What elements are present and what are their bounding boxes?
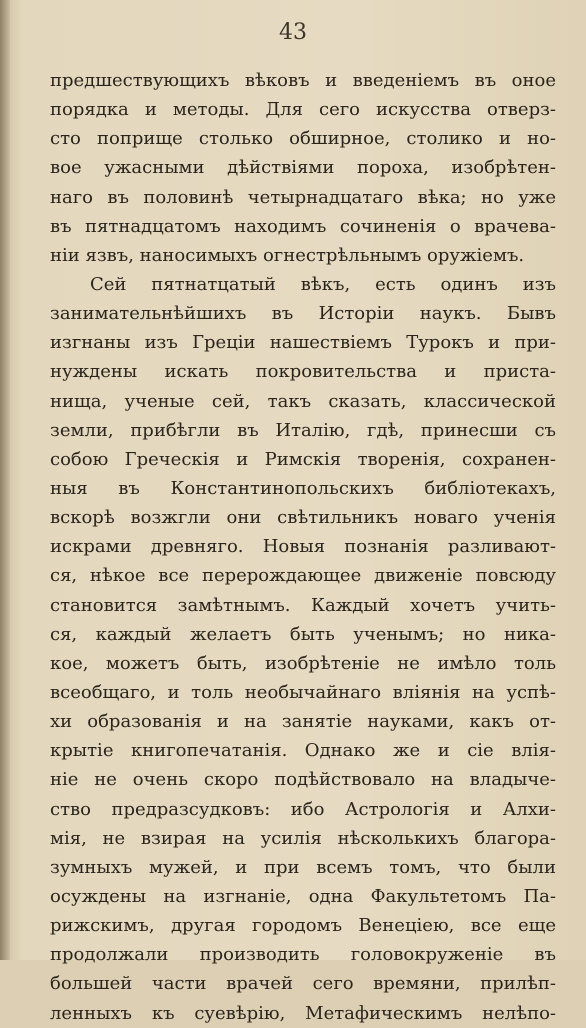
text-line: осуждены на изгнаніе, одна Факультетомъ Па- <box>50 885 556 907</box>
text-line: въ пятнадцатомъ находимъ сочиненія о врачева- <box>50 215 556 237</box>
text-line: кое, можетъ быть, изобрѣтеніе не имѣло толь <box>50 652 556 674</box>
body-text <box>50 66 556 1028</box>
text-line: вое ужасными дѣйствіями пороха, изобрѣтен- <box>50 157 556 179</box>
text-line: становится замѣтнымъ. Каждый хочетъ учить- <box>50 594 556 616</box>
text-line: зумныхъ мужей, и при всемъ томъ, что были <box>50 856 556 878</box>
text-line: ство предразсудковъ: ибо Астрологія и Алхи- <box>50 798 556 820</box>
text-line: ся, каждый желаетъ быть ученымъ; но ника- <box>50 623 556 645</box>
text-line: ніе не очень скоро подѣйствовало на владыче- <box>50 769 556 791</box>
text-line: большей части врачей сего времяни, прилѣп- <box>50 973 556 995</box>
text-line: ленныхъ къ суевѣрію, Метафическимъ нелѣпо- <box>50 1002 556 1024</box>
page-number: 43 <box>279 20 307 45</box>
text-line: порядка и методы. Для сего искусства отверз- <box>50 99 556 121</box>
text-line: нища, ученые сей, такъ сказать, классической <box>50 390 556 412</box>
text-line: занимательнѣйшихъ въ Исторіи наукъ. Бывъ <box>50 303 556 325</box>
text-line: хи образованія и на занятіе науками, какъ от- <box>50 711 556 733</box>
text-line: всеобщаго, и толь необычайнаго вліянія на успѣ- <box>50 681 556 703</box>
text-line: ніи язвъ, наносимыхъ огнестрѣльнымъ оружіемъ. <box>50 244 525 266</box>
text-line: изгнаны изъ Греціи нашествіемъ Турокъ и при- <box>50 332 556 354</box>
binding-gutter <box>0 0 10 960</box>
text-line: сто поприще столько обширное, столико и но- <box>50 128 556 150</box>
text-line: наго въ половинѣ четырнадцатаго вѣка; но уже <box>50 186 556 208</box>
text-line: земли, прибѣгли въ Италію, гдѣ, принесши съ <box>50 419 556 441</box>
text-line: рижскимъ, другая городомъ Венеціею, все еще <box>50 915 556 937</box>
text-line: вскорѣ возжгли они свѣтильникъ новаго ученія <box>50 507 556 529</box>
text-line: нуждены искать покровительства и приста- <box>50 361 556 383</box>
text-line: предшествующихъ вѣковъ и введеніемъ въ оное <box>50 70 556 91</box>
text-line: ныя въ Константинопольскихъ библіотекахъ, <box>50 477 556 499</box>
text-line: ся, нѣкое все перерождающее движеніе повсюду <box>50 565 556 587</box>
text-line: продолжали производить головокруженіе въ <box>50 944 556 966</box>
text-line: крытіе книгопечатанія. Однако же и сіе влія- <box>50 740 556 762</box>
text-line: искрами древняго. Новыя познанія разливают- <box>50 536 556 558</box>
text-line: Сей пятнатцатый вѣкъ, есть одинъ изъ <box>90 273 556 295</box>
text-line: собою Греческія и Римскія творенія, сохранен- <box>50 448 556 470</box>
text-line: мія, не взирая на усилія нѣсколькихъ благора- <box>50 827 556 849</box>
